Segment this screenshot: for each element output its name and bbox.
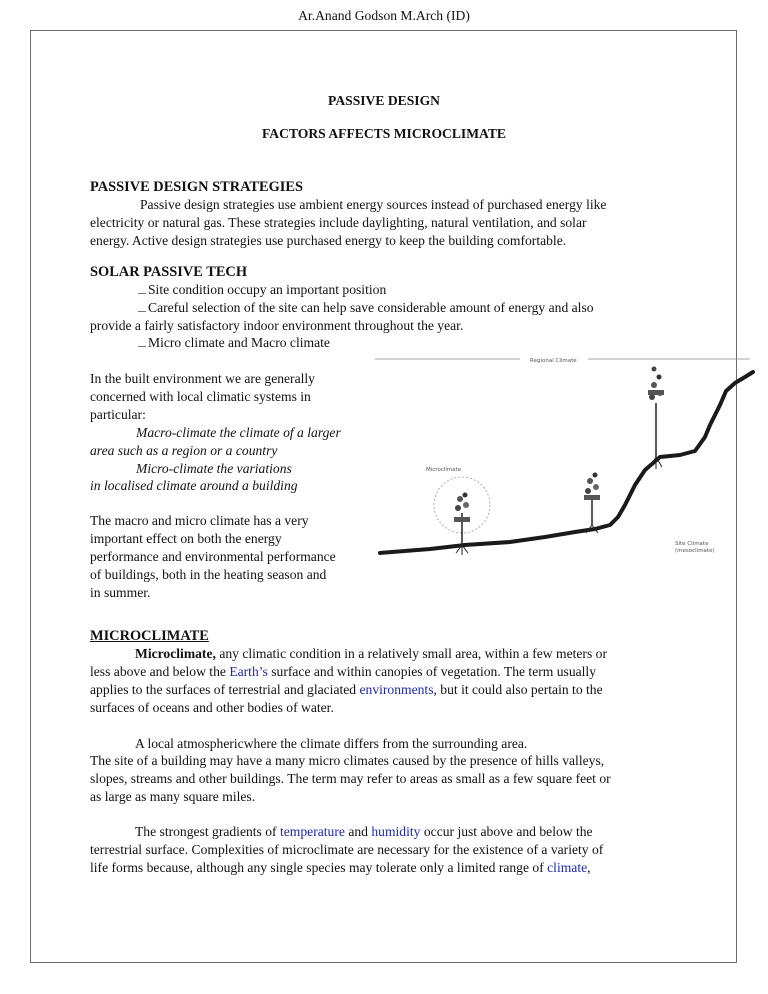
title-passive-design: PASSIVE DESIGN <box>328 93 440 108</box>
climate-diagram <box>370 345 755 570</box>
micro-p1e: , but it could also pertain to the <box>433 682 603 697</box>
s3-macro-line2: area such as a region or a country <box>90 443 278 458</box>
bullet-1-text: Site condition occupy an important position <box>148 282 387 297</box>
terrain-line <box>380 372 753 553</box>
micro-p2-line4: as large as many square miles. <box>90 789 256 804</box>
climate-link[interactable]: climate <box>547 860 588 875</box>
s4-line1: The macro and micro climate has a very <box>90 513 309 528</box>
bullet-2-text: Careful selection of the site can help save considerable amount of energy and also <box>148 300 594 315</box>
bullet-icon <box>138 301 146 312</box>
micro-comma: , <box>587 860 591 875</box>
micro-p1c: surface and within canopies of vegetation. The term usually <box>271 664 596 679</box>
bullet-item-3 <box>138 334 330 352</box>
tree-icon <box>648 367 664 470</box>
micro-p2-line2: The site of a building may have a many micro climates caused by the presence of hills valleys, <box>90 753 605 768</box>
environments-link[interactable]: environments <box>359 682 434 697</box>
site-climate-label: Site Climate <box>675 541 709 547</box>
s1-line2: electricity or natural gas. These strategies include daylighting, natural ventilation, and solar <box>90 215 587 230</box>
s3-line3: particular: <box>90 407 146 422</box>
regional-climate-label: Regional Climate <box>530 358 577 364</box>
bullet-2-continuation: provide a fairly satisfactory indoor environment throughout the year. <box>90 318 464 333</box>
micro-p1-line2 <box>90 663 596 681</box>
micro-p1a: any climatic condition in a relatively small area, within a few meters or <box>219 646 607 661</box>
tree-icon <box>584 473 600 534</box>
mesoclimate-label: (mesoclimate) <box>675 548 715 554</box>
s3-line1: In the built environment we are generally <box>90 371 315 386</box>
micro-p1-line4: surfaces of oceans and other bodies of water. <box>90 700 334 715</box>
bullet-item-1 <box>138 281 386 299</box>
s4-line5: in summer. <box>90 585 151 600</box>
temperature-link[interactable]: temperature <box>279 824 345 839</box>
s1-line1: Passive design strategies use ambient energy sources instead of purchased energy like <box>140 197 607 212</box>
s3-line2: concerned with local climatic systems in <box>90 389 311 404</box>
earth-link[interactable]: Earth’s <box>229 664 268 679</box>
micro-p2-line1: A local atmosphericwhere the climate differs from the surrounding area. <box>135 736 528 751</box>
s1-line3: energy. Active design strategies use purchased energy to keep the building comfortable. <box>90 233 567 248</box>
micro-p1d: applies to the surfaces of terrestrial and glaciated <box>90 682 357 697</box>
s4-line4: of buildings, both in the heating season and <box>90 567 327 582</box>
micro-p3d: life forms because, although any single species may tolerate only a limited range of <box>90 860 544 875</box>
micro-p3b: occur just above and below the <box>423 824 593 839</box>
s3-micro-line2: in localised climate around a building <box>90 478 298 493</box>
bullet-icon <box>138 336 146 347</box>
bullet-item-2 <box>138 299 594 317</box>
bullet-icon <box>138 283 146 294</box>
micro-p3-line1 <box>135 823 593 841</box>
micro-p1-line3 <box>90 681 603 699</box>
heading-strategies: PASSIVE DESIGN STRATEGIES <box>90 179 303 195</box>
humidity-link[interactable]: humidity <box>371 824 421 839</box>
bullet-3-text: Micro climate and Macro climate <box>148 335 330 350</box>
micro-p1-line1 <box>135 645 607 663</box>
s4-line2: important effect on both the energy <box>90 531 282 546</box>
micro-p3-line3 <box>90 859 591 877</box>
micro-and: and <box>348 824 368 839</box>
page-header: Ar.Anand Godson M.Arch (ID) <box>298 8 470 23</box>
micro-p1b: less above and below the <box>90 664 226 679</box>
s4-line3: performance and environmental performance <box>90 549 336 564</box>
micro-p3a: The strongest gradients of <box>135 824 277 839</box>
heading-microclimate: MICROCLIMATE <box>90 628 209 644</box>
micro-p3-line2: terrestrial surface. Complexities of microclimate are necessary for the existence of a variety of <box>90 842 604 857</box>
micro-p2-line3: slopes, streams and other buildings. The term may refer to areas as small as a few square feet or <box>90 771 611 786</box>
title-factors: FACTORS AFFECTS MICROCLIMATE <box>262 126 506 141</box>
heading-solar-passive: SOLAR PASSIVE TECH <box>90 264 248 280</box>
microclimate-label: Microclimate <box>426 467 462 473</box>
s3-macro-line: Macro-climate the climate of a larger <box>136 425 341 440</box>
microclimate-term: Microclimate, <box>135 646 216 661</box>
s3-micro-line: Micro-climate the variations <box>136 461 292 476</box>
